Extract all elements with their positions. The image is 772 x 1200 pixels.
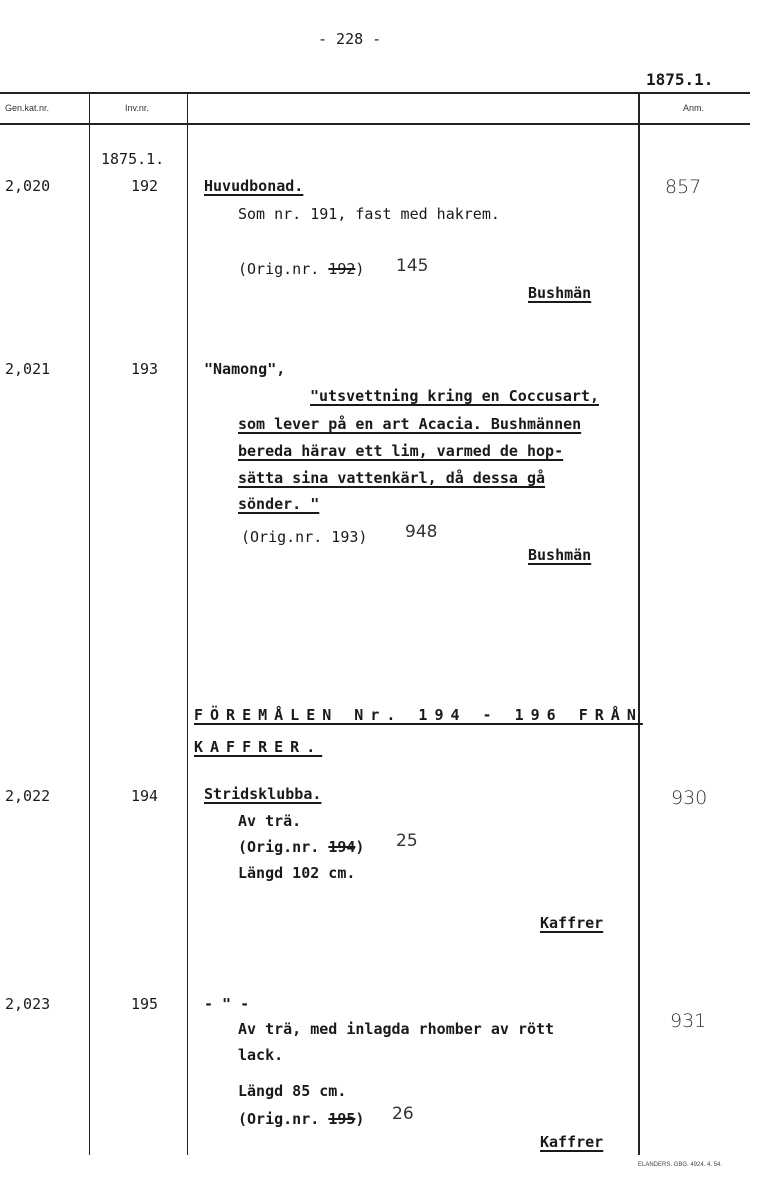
- gen-kat-nr: 2,021: [5, 360, 51, 378]
- gen-kat-nr: 2,020: [5, 177, 51, 195]
- section-heading-line1: FÖREMÅLEN Nr. 194 - 196 FRÅN: [194, 706, 643, 724]
- entry-title: Stridsklubba.: [204, 785, 322, 803]
- material: lack.: [238, 1046, 284, 1064]
- header-inv-nr: Inv.nr.: [125, 103, 149, 113]
- handwritten-orig-nr: 948: [405, 522, 438, 542]
- origin-label: Bushmän: [528, 284, 592, 302]
- quote-line: sönder. ": [238, 495, 320, 513]
- handwritten-orig-nr: 26: [392, 1104, 414, 1124]
- column-divider-3: [638, 92, 640, 1155]
- quote-line: "utsvettning kring en Coccusart,: [310, 387, 599, 405]
- handwritten-anm: 857: [665, 176, 702, 198]
- section-heading-line2: KAFFRER.: [194, 738, 323, 756]
- origin-label: Bushmän: [528, 546, 592, 564]
- quote-line: bereda härav ett lim, varmed de hop-: [238, 442, 564, 460]
- entry-title: - " -: [204, 995, 250, 1013]
- entry-title: "Namong",: [204, 360, 286, 378]
- origin-label: Kaffrer: [540, 1133, 604, 1151]
- handwritten-orig-nr: 145: [396, 256, 429, 276]
- origin-label: Kaffrer: [540, 914, 604, 932]
- page-number: - 228 -: [318, 30, 382, 48]
- header-anm: Anm.: [683, 103, 705, 113]
- year-row: 1875.1.: [101, 150, 165, 168]
- gen-kat-nr: 2,022: [5, 787, 51, 805]
- orig-nr: (Orig.nr. 193): [241, 528, 368, 546]
- material: Av trä.: [238, 812, 302, 830]
- inv-nr: 194: [131, 787, 159, 805]
- handwritten-anm: 931: [670, 1010, 707, 1032]
- inv-nr: 192: [131, 177, 159, 195]
- column-divider-1: [89, 92, 90, 1155]
- entry-description: Som nr. 191, fast med hakrem.: [238, 205, 500, 223]
- inv-nr: 193: [131, 360, 159, 378]
- gen-kat-nr: 2,023: [5, 995, 51, 1013]
- orig-nr: (Orig.nr. 192): [238, 260, 365, 278]
- quote-line: sätta sina vattenkärl, då dessa gå: [238, 469, 546, 487]
- orig-nr: (Orig.nr. 195): [238, 1110, 365, 1128]
- length: Längd 102 cm.: [238, 864, 356, 882]
- inv-nr: 195: [131, 995, 159, 1013]
- entry-title: Huvudbonad.: [204, 177, 304, 195]
- header-gen-kat-nr: Gen.kat.nr.: [5, 103, 50, 113]
- handwritten-orig-nr: 25: [396, 831, 418, 851]
- printer-footer: ELANDERS. GBG. 4924. 4. 54.: [638, 1162, 723, 1168]
- column-divider-2: [187, 92, 188, 1155]
- handwritten-anm: 930: [671, 787, 708, 809]
- orig-nr: (Orig.nr. 194): [238, 838, 365, 856]
- material: Av trä, med inlagda rhomber av rött: [238, 1020, 555, 1038]
- length: Längd 85 cm.: [238, 1082, 347, 1100]
- quote-line: som lever på en art Acacia. Bushmännen: [238, 415, 582, 433]
- year-top: 1875.1.: [646, 70, 714, 89]
